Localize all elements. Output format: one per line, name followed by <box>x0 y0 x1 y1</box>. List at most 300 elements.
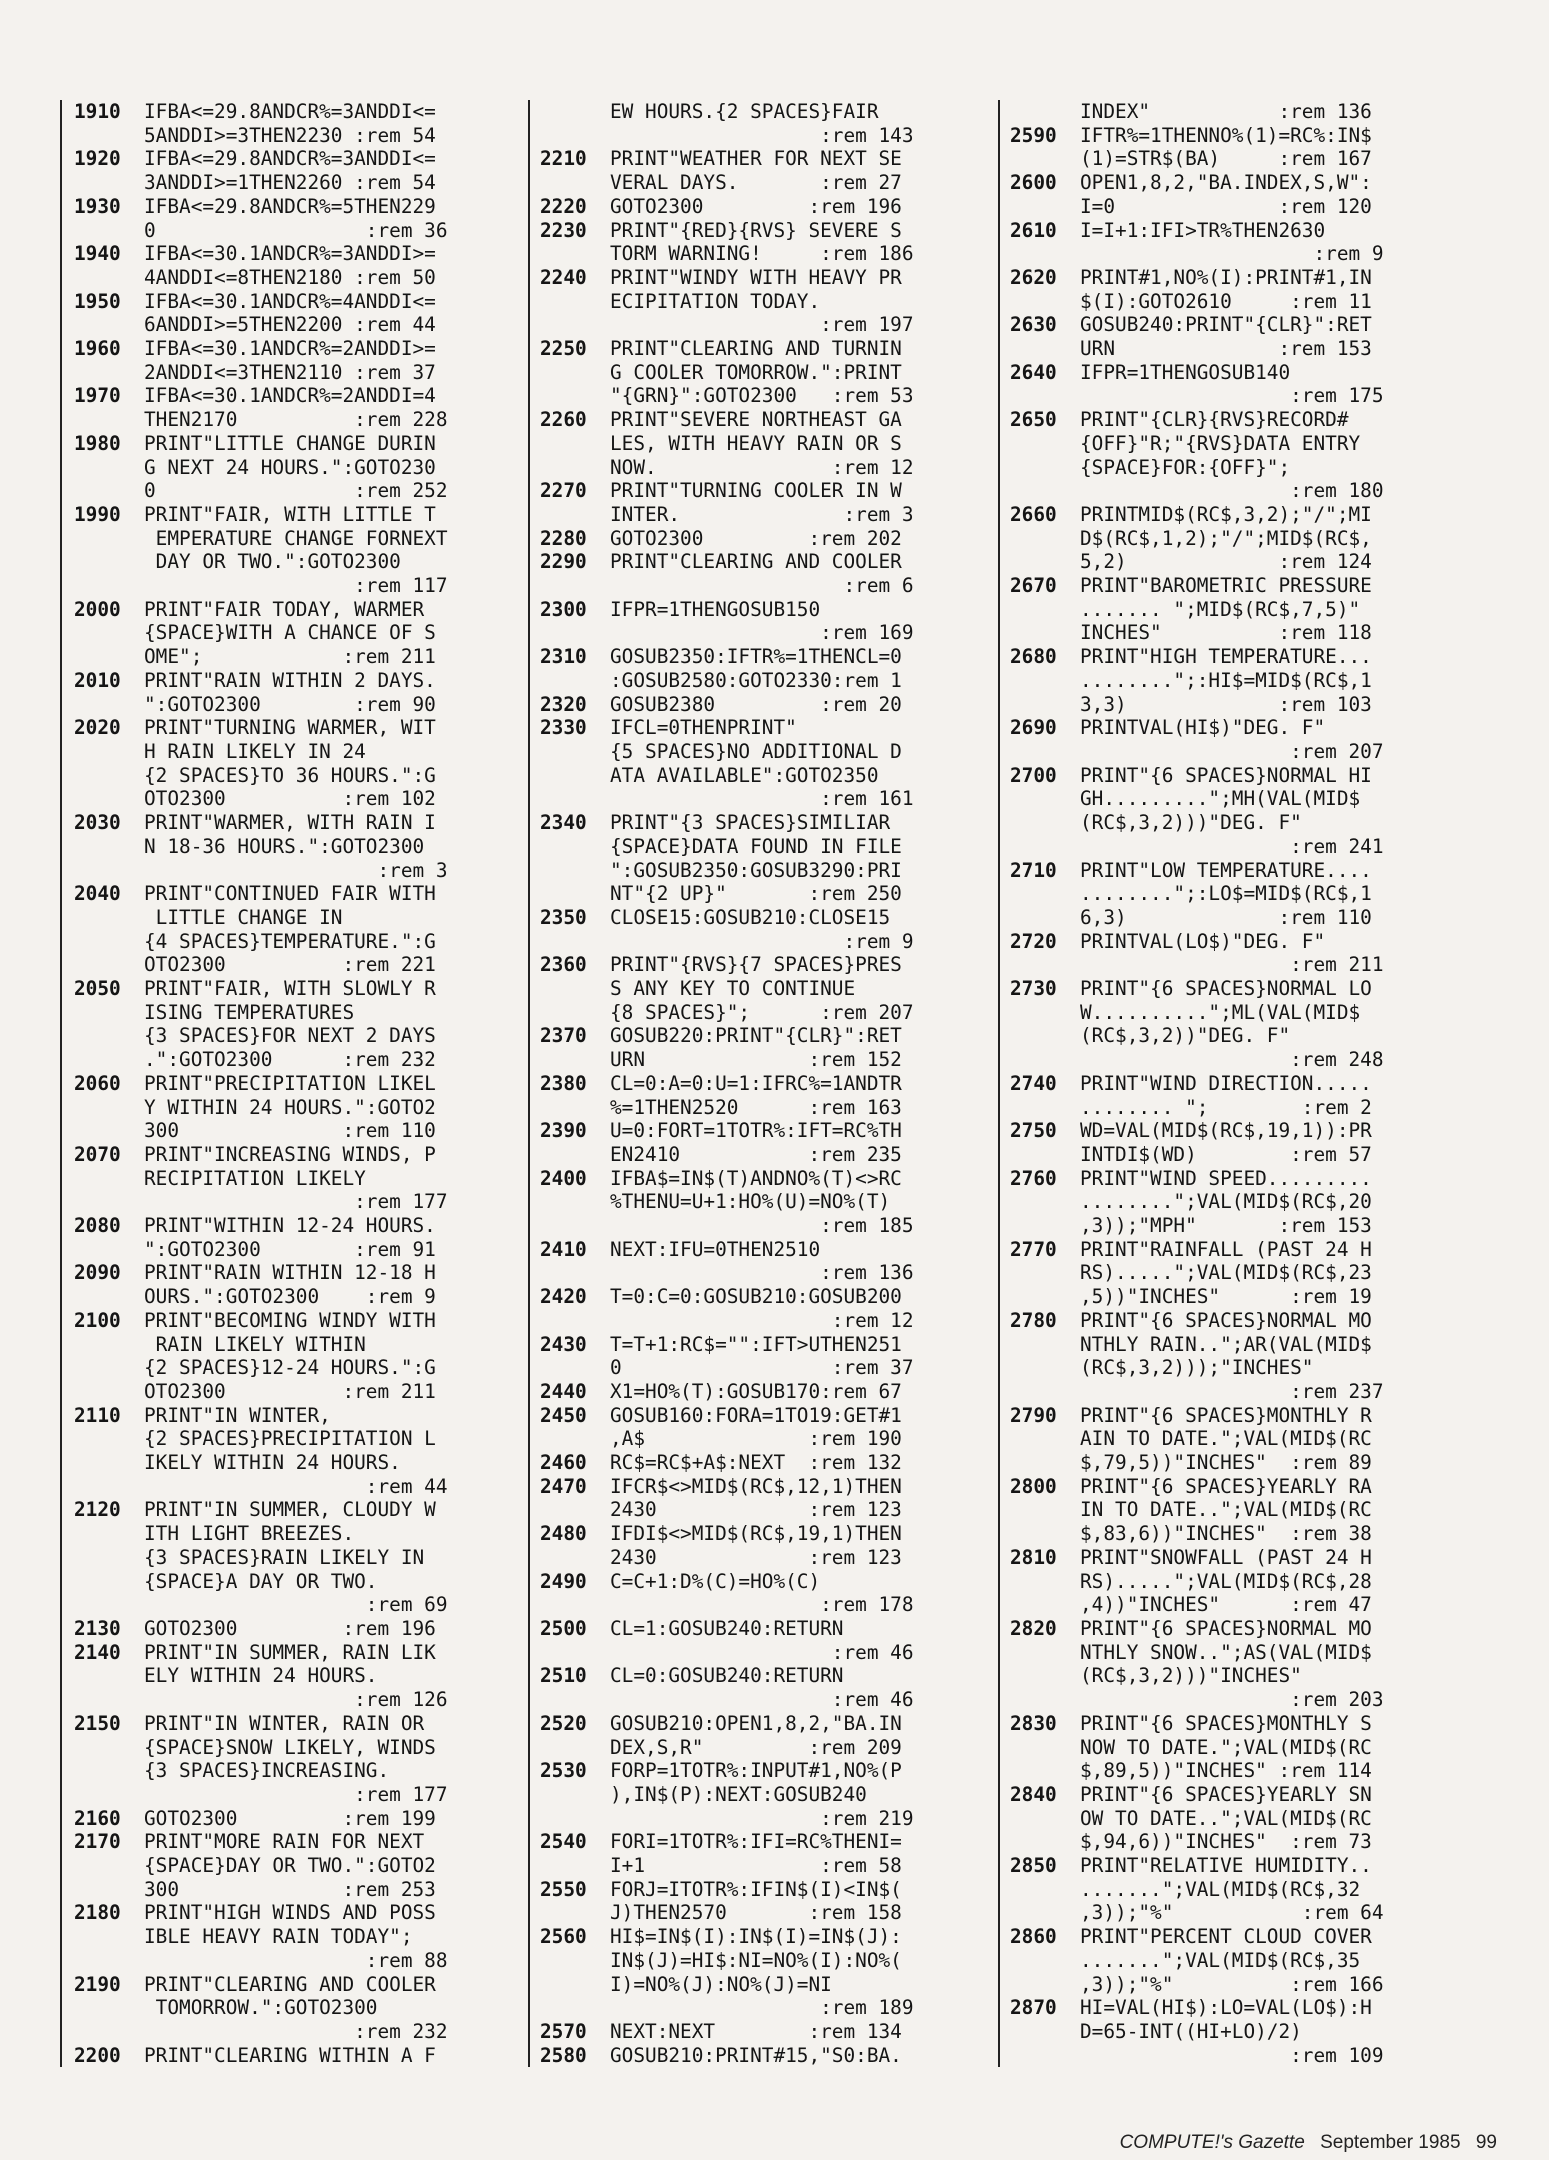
code-text: PRINT"CLEARING AND COOLER <box>144 1972 436 1996</box>
code-line <box>540 337 998 361</box>
code-text: TORM WARNING! :rem 186 <box>610 242 914 266</box>
line-number <box>1010 1451 1080 1475</box>
code-line <box>1010 290 1468 314</box>
code-line <box>74 503 528 527</box>
code-text: PRINT"CLEARING AND COOLER <box>610 550 902 574</box>
code-text: DAY OR TWO.":GOTO2300 <box>144 550 401 574</box>
code-line <box>1010 787 1468 811</box>
code-text: PRINT"IN SUMMER, CLOUDY W <box>144 1498 436 1522</box>
line-number: 2000 <box>74 597 121 621</box>
code-line <box>74 124 528 148</box>
line-number: 2300 <box>540 597 587 621</box>
code-line <box>540 527 998 551</box>
line-number <box>540 1593 610 1617</box>
line-number: 2780 <box>1010 1308 1057 1332</box>
code-text: NEXT:NEXT :rem 134 <box>610 2019 902 2043</box>
code-line <box>1010 1641 1468 1665</box>
code-text: GOSUB210:PRINT#15,"S0:BA. <box>610 2043 902 2067</box>
line-number: 2450 <box>540 1403 587 1427</box>
line-number <box>74 1949 144 1973</box>
line-number <box>1010 432 1080 456</box>
code-text: PRINT"RELATIVE HUMIDITY.. <box>1080 1854 1372 1878</box>
line-number: 2050 <box>74 977 121 1001</box>
line-number <box>74 1238 144 1262</box>
code-text: :rem 185 <box>610 1214 914 1238</box>
code-line <box>1010 2044 1468 2068</box>
line-number <box>74 1783 144 1807</box>
code-text: PRINT"WIND DIRECTION..... <box>1080 1071 1372 1095</box>
code-line <box>1010 432 1468 456</box>
line-number <box>1010 1759 1080 1783</box>
line-number <box>74 859 144 883</box>
line-number <box>540 456 610 480</box>
code-text: .......";VAL(MID$(RC$,32 <box>1080 1877 1361 1901</box>
line-number <box>74 574 144 598</box>
code-text: :rem 241 <box>1080 834 1384 858</box>
code-line <box>540 1712 998 1736</box>
code-line <box>1010 598 1468 622</box>
code-text: %THENU=U+1:HO%(U)=NO%(T) <box>610 1190 891 1214</box>
line-number <box>540 1356 610 1380</box>
code-line <box>74 550 528 574</box>
code-text: PRINT"{RED}{RVS} SEVERE S <box>610 218 902 242</box>
code-line <box>540 1949 998 1973</box>
line-number: 2220 <box>540 194 587 218</box>
code-text: I=0 :rem 120 <box>1080 194 1372 218</box>
code-text: ECIPITATION TODAY. <box>610 289 821 313</box>
code-line <box>540 787 998 811</box>
line-number <box>74 764 144 788</box>
code-text: HI=VAL(HI$):LO=VAL(LO$):H <box>1080 1996 1372 2020</box>
code-text: OME"; :rem 211 <box>144 645 436 669</box>
line-number <box>74 408 144 432</box>
line-number: 2800 <box>1010 1474 1057 1498</box>
code-text: PRINT"{6 SPACES}NORMAL LO <box>1080 977 1372 1001</box>
line-number <box>74 787 144 811</box>
code-text: {2 SPACES}12-24 HOURS.":G <box>144 1356 436 1380</box>
code-line <box>1010 693 1468 717</box>
code-text: CLOSE15:GOSUB210:CLOSE15 <box>610 905 891 929</box>
line-number <box>540 977 610 1001</box>
line-number <box>74 1024 144 1048</box>
line-number: 2680 <box>1010 645 1057 669</box>
line-number: 2190 <box>74 1972 121 1996</box>
code-text: {4 SPACES}TEMPERATURE.":G <box>144 929 436 953</box>
line-number <box>540 1048 610 1072</box>
line-number: 2520 <box>540 1711 587 1735</box>
code-text: PRINT"INCREASING WINDS, P <box>144 1142 436 1166</box>
line-number <box>540 574 610 598</box>
code-line <box>1010 1736 1468 1760</box>
code-line <box>1010 1238 1468 1262</box>
line-number: 2580 <box>540 2043 587 2067</box>
line-number: 2310 <box>540 645 587 669</box>
code-line <box>1010 1759 1468 1783</box>
code-text: ATA AVAILABLE":GOTO2350 <box>610 763 879 787</box>
line-number: 2430 <box>540 1332 587 1356</box>
line-number: 2110 <box>74 1403 121 1427</box>
code-text: PRINT"FAIR, WITH LITTLE T <box>144 502 436 526</box>
code-line <box>1010 977 1468 1001</box>
code-text: $,89,5))"INCHES" :rem 114 <box>1080 1759 1372 1783</box>
code-line <box>74 574 528 598</box>
code-line <box>1010 1404 1468 1428</box>
line-number <box>74 1475 144 1499</box>
line-number <box>74 266 144 290</box>
code-text: OTO2300 :rem 221 <box>144 953 436 977</box>
line-number <box>1010 740 1080 764</box>
code-text: PRINT"PERCENT CLOUD COVER <box>1080 1925 1372 1949</box>
code-text: GOSUB220:PRINT"{CLR}":RET <box>610 1024 902 1048</box>
line-number: 2750 <box>1010 1119 1057 1143</box>
code-text: OW TO DATE..";VAL(MID$(RC <box>1080 1806 1372 1830</box>
code-text: IFPR=1THENGOSUB140 <box>1080 360 1291 384</box>
line-number: 2610 <box>1010 218 1057 242</box>
code-text: ,3));"%" :rem 64 <box>1080 1901 1384 1925</box>
line-number: 2210 <box>540 147 587 171</box>
code-text: {3 SPACES}FOR NEXT 2 DAYS <box>144 1024 436 1048</box>
code-text: IN TO DATE..";VAL(MID$(RC <box>1080 1498 1372 1522</box>
line-number: 2730 <box>1010 977 1057 1001</box>
line-number <box>1010 1427 1080 1451</box>
code-text: IFBA<=30.1ANDCR%=2ANDDI=4 <box>144 384 436 408</box>
code-text: PRINTVAL(LO$)"DEG. F" <box>1080 929 1326 953</box>
code-line <box>540 645 998 669</box>
code-text: :rem 248 <box>1080 1048 1384 1072</box>
code-line <box>74 1143 528 1167</box>
code-text: ,3));"MPH" :rem 153 <box>1080 1214 1372 1238</box>
code-line <box>74 1901 528 1925</box>
code-text: G COOLER TOMORROW.":PRINT <box>610 360 902 384</box>
issue-date: September 1985 <box>1320 2132 1461 2153</box>
code-line <box>540 977 998 1001</box>
code-line <box>540 1641 998 1665</box>
code-line <box>540 503 998 527</box>
code-text: :rem 9 <box>1080 242 1384 266</box>
code-text: ":GOSUB2350:GOSUB3290:PRI <box>610 858 902 882</box>
code-text: J)THEN2570 :rem 158 <box>610 1901 902 1925</box>
code-text: PRINT"{6 SPACES}YEARLY RA <box>1080 1474 1372 1498</box>
page-footer <box>1110 2132 1497 2154</box>
line-number <box>540 740 610 764</box>
code-text: I)=NO%(J):NO%(J)=NI <box>610 1972 832 1996</box>
code-line <box>74 882 528 906</box>
code-line <box>74 645 528 669</box>
code-text: (RC$,3,2)))"DEG. F" <box>1080 811 1302 835</box>
code-text: {SPACE}DATA FOUND IN FILE <box>610 834 902 858</box>
line-number <box>1010 479 1080 503</box>
code-line <box>540 147 998 171</box>
code-line <box>540 1807 998 1831</box>
line-number: 2840 <box>1010 1782 1057 1806</box>
line-number <box>540 1949 610 1973</box>
publication-name: COMPUTE!'s Gazette <box>1119 2132 1305 2153</box>
code-text: ........";:HI$=MID$(RC$,1 <box>1080 668 1372 692</box>
code-line <box>540 1380 998 1404</box>
code-line <box>540 1593 998 1617</box>
code-line <box>540 859 998 883</box>
code-text: (RC$,3,2))"DEG. F" <box>1080 1024 1291 1048</box>
code-text: :rem 143 <box>610 123 914 147</box>
line-number <box>1010 290 1080 314</box>
line-number <box>74 1759 144 1783</box>
code-line <box>74 1973 528 1997</box>
code-text: IN$(J)=HI$:NI=NO%(I):NO%( <box>610 1948 902 1972</box>
code-line <box>540 1759 998 1783</box>
code-text: GOSUB240:PRINT"{CLR}":RET <box>1080 313 1372 337</box>
line-number: 2370 <box>540 1024 587 1048</box>
line-number <box>540 432 610 456</box>
code-text: EMPERATURE CHANGE FORNEXT <box>144 526 448 550</box>
code-line <box>540 1096 998 1120</box>
code-line <box>1010 882 1468 906</box>
code-text: {2 SPACES}PRECIPITATION L <box>144 1427 436 1451</box>
code-text: S ANY KEY TO CONTINUE <box>610 977 856 1001</box>
line-number <box>540 1214 610 1238</box>
code-line <box>540 456 998 480</box>
code-text: PRINT"CLEARING AND TURNIN <box>610 337 902 361</box>
line-number <box>1010 1949 1080 1973</box>
code-line <box>74 1736 528 1760</box>
code-line <box>74 787 528 811</box>
code-text: CL=0:GOSUB240:RETURN <box>610 1664 844 1688</box>
code-line <box>540 1261 998 1285</box>
line-number <box>74 1546 144 1570</box>
line-number <box>1010 456 1080 480</box>
code-line <box>1010 1167 1468 1191</box>
line-number: 2850 <box>1010 1854 1057 1878</box>
code-text: PRINT"SEVERE NORTHEAST GA <box>610 408 902 432</box>
code-text: {SPACE}SNOW LIKELY, WINDS <box>144 1735 436 1759</box>
line-number <box>1010 598 1080 622</box>
line-number: 2480 <box>540 1522 587 1546</box>
line-number <box>540 242 610 266</box>
code-line <box>74 195 528 219</box>
line-number <box>1010 1214 1080 1238</box>
code-text: NEXT:IFU=0THEN2510 <box>610 1237 821 1261</box>
line-number <box>74 1356 144 1380</box>
line-number: 2630 <box>1010 313 1057 337</box>
code-line <box>74 313 528 337</box>
line-number <box>540 1096 610 1120</box>
code-text: NOW TO DATE.";VAL(MID$(RC <box>1080 1735 1372 1759</box>
code-text: PRINT"CONTINUED FAIR WITH <box>144 882 436 906</box>
line-number <box>74 1664 144 1688</box>
code-line <box>540 432 998 456</box>
code-line <box>1010 2020 1468 2044</box>
line-number: 2330 <box>540 716 587 740</box>
code-text: IKELY WITHIN 24 HOURS. <box>144 1451 401 1475</box>
code-text: ELY WITHIN 24 HOURS. <box>144 1664 378 1688</box>
code-line <box>74 835 528 859</box>
code-text: INDEX" :rem 136 <box>1080 100 1372 123</box>
code-line <box>74 456 528 480</box>
line-number <box>74 479 144 503</box>
code-text: 0 :rem 36 <box>144 218 448 242</box>
code-line <box>540 1309 998 1333</box>
code-line <box>1010 384 1468 408</box>
code-line <box>1010 1214 1468 1238</box>
line-number <box>74 930 144 954</box>
code-text: PRINT"RAIN WITHIN 12-18 H <box>144 1261 436 1285</box>
code-text: PRINT"IN WINTER, <box>144 1403 331 1427</box>
code-line <box>540 384 998 408</box>
line-number <box>540 1901 610 1925</box>
code-text: GOTO2300 :rem 196 <box>610 194 902 218</box>
line-number: 2870 <box>1010 1996 1057 2020</box>
line-number <box>540 1427 610 1451</box>
code-text: ":GOTO2300 :rem 91 <box>144 1237 436 1261</box>
line-number <box>74 1380 144 1404</box>
line-number: 2360 <box>540 953 587 977</box>
code-text: :rem 178 <box>610 1593 914 1617</box>
code-line <box>1010 1546 1468 1570</box>
code-text: THEN2170 :rem 228 <box>144 408 448 432</box>
code-text: 0 :rem 252 <box>144 479 448 503</box>
line-number <box>74 1451 144 1475</box>
line-number: 2340 <box>540 811 587 835</box>
code-line <box>74 1072 528 1096</box>
code-line <box>1010 1190 1468 1214</box>
code-line <box>1010 574 1468 598</box>
line-number: 2410 <box>540 1237 587 1261</box>
code-text: PRINT"IN SUMMER, RAIN LIK <box>144 1640 436 1664</box>
code-text: :rem 109 <box>1080 2043 1384 2067</box>
code-text: FORP=1TOTR%:INPUT#1,NO%(P <box>610 1759 902 1783</box>
line-number <box>540 621 610 645</box>
code-line <box>1010 1712 1468 1736</box>
line-number <box>1010 811 1080 835</box>
code-text: GOSUB160:FORA=1TO19:GET#1 <box>610 1403 902 1427</box>
code-text: T=T+1:RC$="":IFT>UTHEN251 <box>610 1332 902 1356</box>
code-line <box>540 716 998 740</box>
code-line <box>1010 1830 1468 1854</box>
line-number: 2790 <box>1010 1403 1057 1427</box>
code-text: IFBA<=29.8ANDCR%=5THEN229 <box>144 194 436 218</box>
code-line <box>540 2044 998 2068</box>
code-text: T=0:C=0:GOSUB210:GOSUB200 <box>610 1285 902 1309</box>
code-line <box>74 219 528 243</box>
line-number: 1910 <box>74 100 121 123</box>
code-text: Y WITHIN 24 HOURS.":GOTO2 <box>144 1095 436 1119</box>
code-text: :rem 69 <box>144 1593 448 1617</box>
code-line <box>1010 764 1468 788</box>
line-number <box>74 1878 144 1902</box>
code-text: PRINT"{RVS}{7 SPACES}PRES <box>610 953 902 977</box>
code-text: GOTO2300 :rem 199 <box>144 1806 436 1830</box>
line-number: 1930 <box>74 194 121 218</box>
code-line <box>1010 1285 1468 1309</box>
code-text: {5 SPACES}NO ADDITIONAL D <box>610 739 902 763</box>
code-line <box>540 1119 998 1143</box>
code-text: PRINT"RAINFALL (PAST 24 H <box>1080 1237 1372 1261</box>
line-number: 1920 <box>74 147 121 171</box>
code-text: :rem 9 <box>610 929 914 953</box>
code-line <box>1010 408 1468 432</box>
line-number: 2620 <box>1010 265 1057 289</box>
code-text: PRINT"WARMER, WITH RAIN I <box>144 811 436 835</box>
code-line <box>74 1830 528 1854</box>
line-number <box>1010 195 1080 219</box>
code-line <box>74 1427 528 1451</box>
code-text: $(I):GOTO2610 :rem 11 <box>1080 289 1372 313</box>
code-text: PRINT"BECOMING WINDY WITH <box>144 1308 436 1332</box>
code-text: PRINT"{6 SPACES}YEARLY SN <box>1080 1782 1372 1806</box>
code-text: IBLE HEAVY RAIN TODAY"; <box>144 1925 413 1949</box>
code-line <box>74 859 528 883</box>
line-number: 2690 <box>1010 716 1057 740</box>
line-number <box>540 930 610 954</box>
line-number <box>74 1570 144 1594</box>
line-number: 2140 <box>74 1640 121 1664</box>
line-number <box>74 550 144 574</box>
code-text: :rem 177 <box>144 1782 448 1806</box>
line-number <box>1010 550 1080 574</box>
code-line <box>74 740 528 764</box>
code-text: EN2410 :rem 235 <box>610 1142 902 1166</box>
code-line <box>1010 171 1468 195</box>
line-number <box>1010 100 1080 124</box>
code-line <box>1010 1451 1468 1475</box>
code-line <box>74 1475 528 1499</box>
code-text: {SPACE}FOR:{OFF}"; <box>1080 455 1291 479</box>
line-number <box>540 384 610 408</box>
code-line <box>74 266 528 290</box>
line-number <box>1010 242 1080 266</box>
line-number: 2740 <box>1010 1071 1057 1095</box>
line-number: 1990 <box>74 502 121 526</box>
code-line <box>540 1404 998 1428</box>
code-text: URN :rem 153 <box>1080 337 1372 361</box>
code-line <box>1010 242 1468 266</box>
code-line <box>74 1617 528 1641</box>
line-number <box>1010 1143 1080 1167</box>
line-number: 2710 <box>1010 858 1057 882</box>
line-number <box>1010 1878 1080 1902</box>
line-number <box>74 313 144 337</box>
line-number: 2700 <box>1010 763 1057 787</box>
code-line <box>540 1190 998 1214</box>
line-number <box>1010 1333 1080 1357</box>
code-text: PRINT"{6 SPACES}MONTHLY R <box>1080 1403 1372 1427</box>
code-line <box>540 479 998 503</box>
line-number <box>1010 2020 1080 2044</box>
line-number: 2150 <box>74 1711 121 1735</box>
code-text: GOSUB2380 :rem 20 <box>610 692 902 716</box>
line-number <box>1010 1973 1080 1997</box>
code-text: :rem 88 <box>144 1948 448 1972</box>
code-line <box>540 811 998 835</box>
listing-column-2 <box>528 100 998 2067</box>
code-text: :rem 169 <box>610 621 914 645</box>
line-number: 2420 <box>540 1285 587 1309</box>
code-line <box>74 1688 528 1712</box>
code-text: ........";VAL(MID$(RC$,20 <box>1080 1190 1372 1214</box>
code-line <box>1010 1522 1468 1546</box>
line-number <box>1010 1001 1080 1025</box>
code-text: I+1 :rem 58 <box>610 1854 902 1878</box>
code-line <box>1010 1783 1468 1807</box>
line-number <box>540 669 610 693</box>
code-text: PRINT"TURNING WARMER, WIT <box>144 716 436 740</box>
code-text: OPEN1,8,2,"BA.INDEX,S,W": <box>1080 171 1372 195</box>
code-line <box>74 2044 528 2068</box>
code-text: PRINT#1,NO%(I):PRINT#1,IN <box>1080 265 1372 289</box>
line-number: 2560 <box>540 1925 587 1949</box>
code-line <box>1010 1688 1468 1712</box>
line-number <box>1010 693 1080 717</box>
code-text: :rem 211 <box>1080 953 1384 977</box>
